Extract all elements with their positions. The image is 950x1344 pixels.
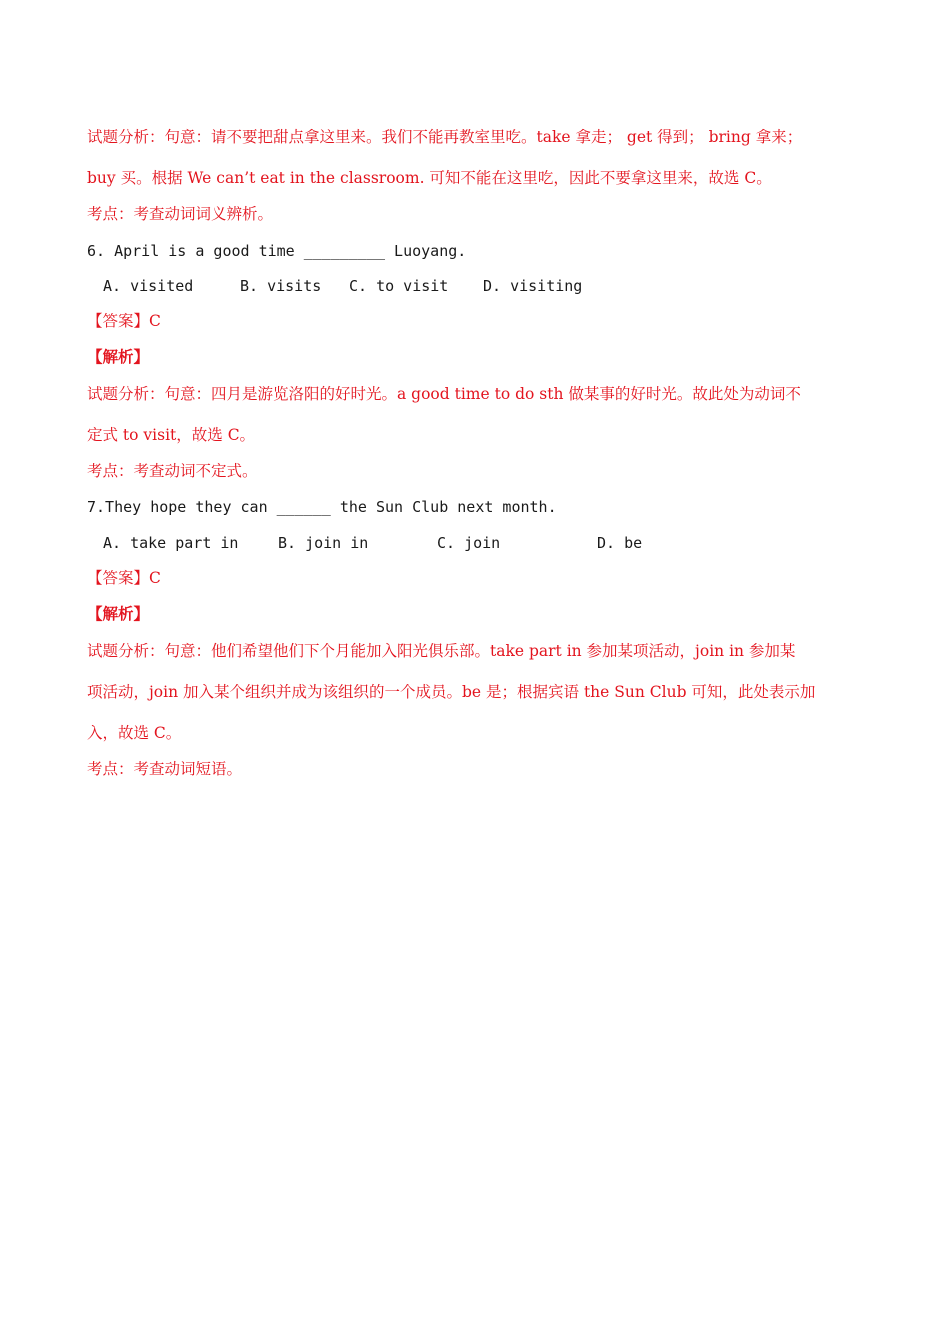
q7-answer: 【答案】C <box>87 569 161 587</box>
q6-knowledge-point: 考点：考查动词不定式。 <box>87 462 258 480</box>
q5-analysis-line-2: buy 买。根据 We can’t eat in the classroom. 可知不能在这里吃，因此不要拿这里来，故选 C。 <box>87 169 772 187</box>
q6-analysis-line-1: 试题分析：句意：四月是游览洛阳的好时光。a good time to do sth 做某事的好时光。故此处为动词不 <box>87 385 801 403</box>
q7-option-a: A. take part in <box>103 534 239 552</box>
q6-option-a: A. visited <box>103 277 194 295</box>
q6-analysis-line-2: 定式 to visit，故选 C。 <box>87 426 256 444</box>
q5-analysis-line-1: 试题分析：句意：请不要把甜点拿这里来。我们不能再教室里吃。take 拿走； get 得到； bring 拿来； <box>87 128 803 146</box>
q7-knowledge-point: 考点：考查动词短语。 <box>87 760 243 778</box>
q7-option-b: B. join in <box>278 534 369 552</box>
q6-option-c: C. to visit <box>349 277 449 295</box>
q7-analysis-line-3: 入，故选 C。 <box>87 724 182 742</box>
q7-analysis-heading: 【解析】 <box>87 604 150 623</box>
q7-stem: 7.They hope they can ______ the Sun Club next month. <box>87 498 557 516</box>
q6-option-d: D. visiting <box>483 277 583 295</box>
q7-analysis-line-2: 项活动，join 加入某个组织并成为该组织的一个成员。be 是；根据宾语 the Sun Club 可知，此处表示加 <box>87 683 816 701</box>
q7-option-c: C. join <box>437 534 501 552</box>
q6-answer: 【答案】C <box>87 312 161 330</box>
q7-option-d: D. be <box>597 534 643 552</box>
q6-stem: 6. April is a good time _________ Luoyang. <box>87 242 467 260</box>
q6-analysis-heading: 【解析】 <box>87 347 150 366</box>
q6-option-b: B. visits <box>240 277 322 295</box>
q7-analysis-line-1: 试题分析：句意：他们希望他们下个月能加入阳光俱乐部。take part in 参加某项活动，join in 参加某 <box>87 642 796 660</box>
q5-knowledge-point: 考点：考查动词词义辨析。 <box>87 205 274 223</box>
